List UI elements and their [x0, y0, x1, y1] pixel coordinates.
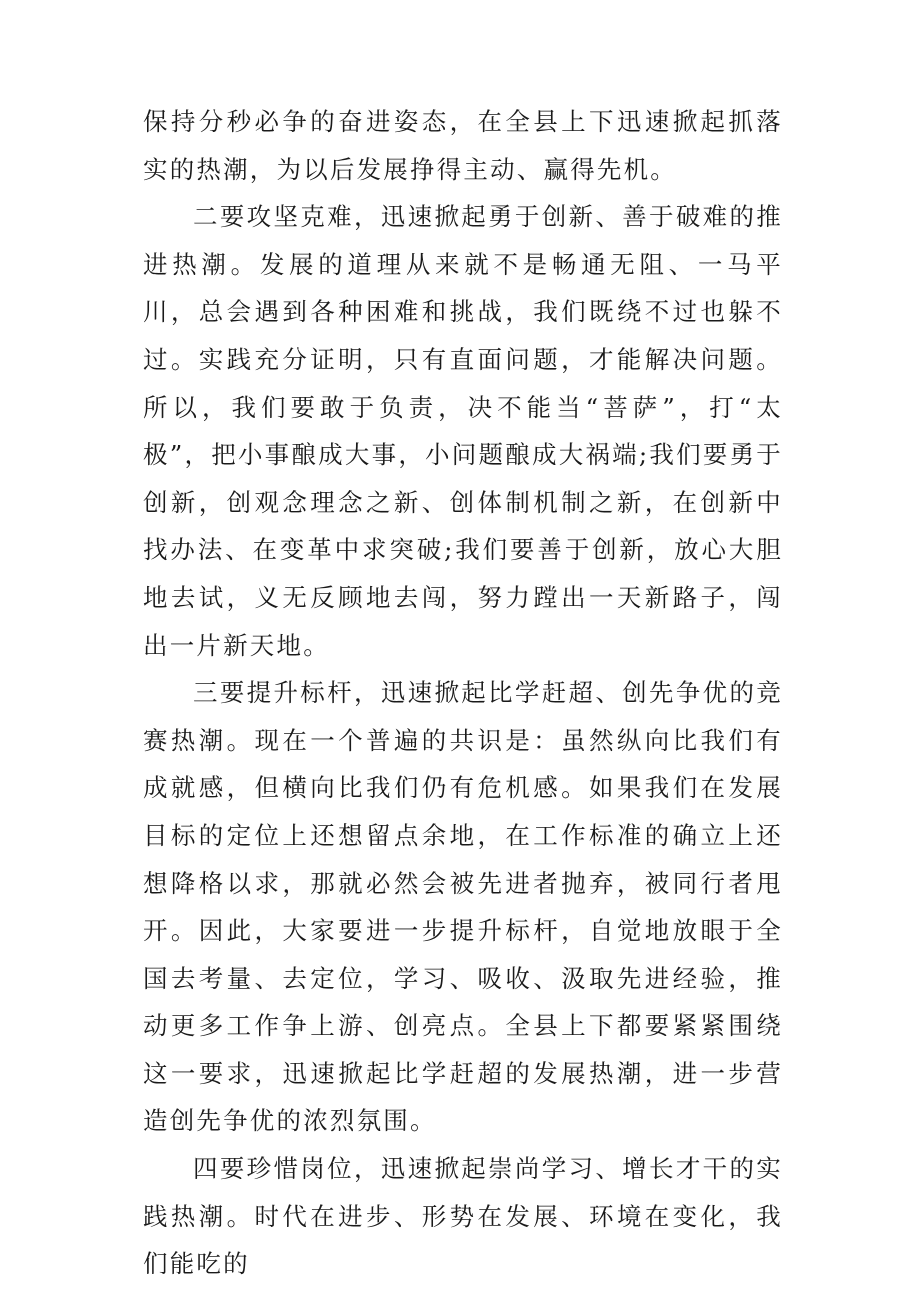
- paragraph-point-two: 二要攻坚克难，迅速掀起勇于创新、善于破难的推进热潮。发展的道理从来就不是畅通无阻、一马平川，总会遇到各种困难和挑战，我们既绕不过也躲不过。实践充分证明，只有直面问题，才能解决问题。所以，我们要敢于负责，决不能当“菩萨”，打“太极”，把小事酿成大事，小问题酿成大祸端;我们要勇于创新，创观念理念之新、创体制机制之新，在创新中找办法、在变革中求突破;我们要善于创新，放心大胆地去试，义无反顾地去闯，努力蹚出一天新路子，闯出一片新天地。: [143, 202, 783, 660]
- document-body: [143, 98, 783, 1288]
- paragraph-point-four: 四要珍惜岗位，迅速掀起崇尚学习、增长才干的实践热潮。时代在进步、形势在发展、环境在变化，我们能吃的: [143, 1154, 783, 1279]
- paragraph-continuation: 保持分秒必争的奋进姿态，在全县上下迅速掀起抓落实的热潮，为以后发展挣得主动、赢得先机。: [143, 107, 783, 184]
- paragraph-point-three: 三要提升标杆，迅速掀起比学赶超、创先争优的竞赛热潮。现在一个普遍的共识是：虽然纵向比我们有成就感，但横向比我们仍有危机感。如果我们在发展目标的定位上还想留点余地，在工作标准的确立上还想降格以求，那就必然会被先进者抛弃，被同行者甩开。因此，大家要进一步提升标杆，自觉地放眼于全国去考量、去定位，学习、吸收、汲取先进经验，推动更多工作争上游、创亮点。全县上下都要紧紧围绕这一要求，迅速掀起比学赶超的发展热潮，进一步营造创先争优的浓烈氛围。: [143, 678, 783, 1136]
